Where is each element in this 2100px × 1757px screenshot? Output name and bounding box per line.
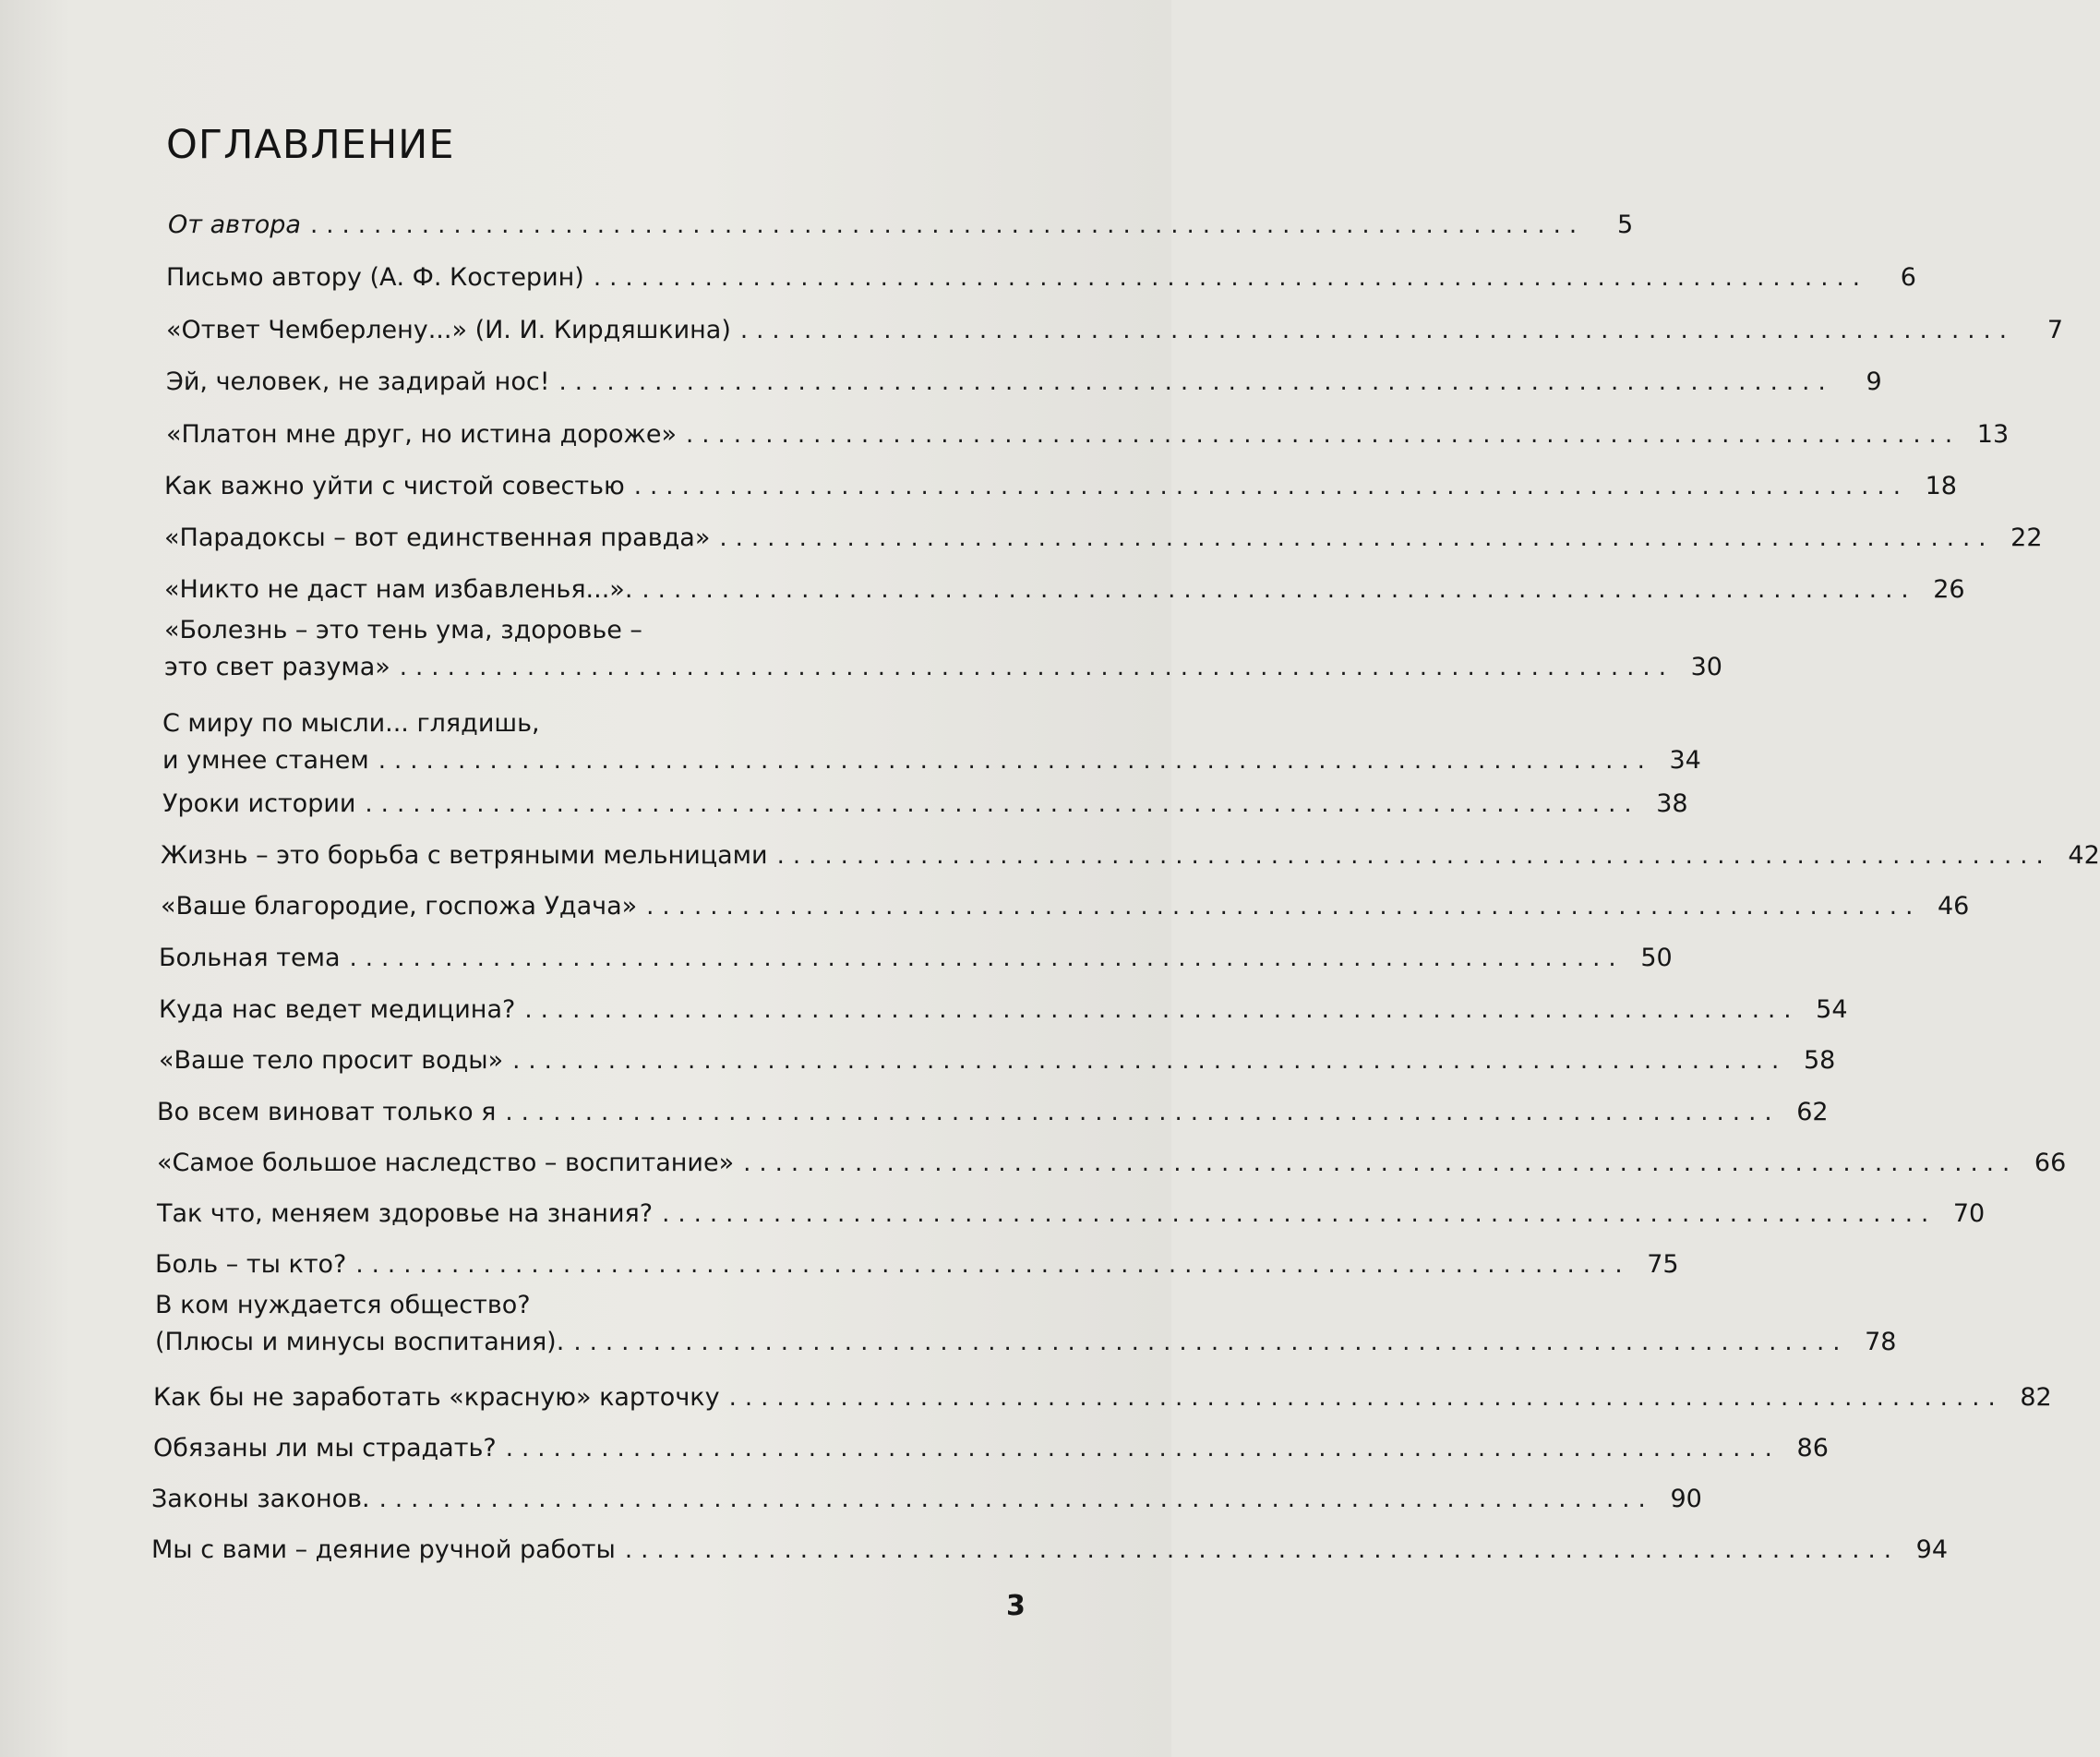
toc-entry-title-line: Куда нас ведет медицина?	[159, 995, 516, 1024]
toc-entry-title-line: «Ваше благородие, госпожа Удача»	[161, 892, 638, 921]
toc-entry-title-line: Во всем виноват только я	[157, 1098, 497, 1126]
leader-dots: ................................................................................	[573, 1329, 1849, 1356]
leader-dots: ................................................................................	[728, 1384, 2004, 1412]
toc-entry	[161, 892, 1970, 921]
toc-entry-page: 26	[1933, 575, 1965, 604]
toc-entry-title-line: и умнее станем	[162, 746, 369, 775]
toc-entry-title-line: (Плюсы и минусы воспитания).	[155, 1328, 565, 1356]
toc-entry	[166, 367, 1882, 397]
leader-dots: ................................................................................	[365, 790, 1640, 818]
toc-entry-title-line: От автора	[168, 211, 301, 239]
toc-entry	[162, 709, 1701, 776]
leader-dots: ................................................................................	[378, 1486, 1654, 1513]
toc-entry-page: 90	[1670, 1485, 1702, 1513]
toc-entry-page: 58	[1803, 1046, 1836, 1075]
toc-entry	[168, 211, 1634, 240]
toc-entry	[151, 1485, 1702, 1514]
toc-entry-title-line: «Платон мне друг, но истина дороже»	[166, 420, 677, 449]
toc-entry-page: 38	[1656, 789, 1688, 818]
toc-entry-title-line: «Болезнь – это тень ума, здоровье –	[164, 616, 642, 644]
toc-entry-title-line: Обязаны ли мы страдать?	[153, 1434, 497, 1462]
leader-dots: ................................................................................	[739, 317, 2016, 344]
toc-entry	[153, 1434, 1829, 1463]
toc-entry-page: 50	[1640, 944, 1673, 972]
toc-entry-title-line: С миру по мысли... глядишь,	[162, 709, 540, 738]
toc-entry	[161, 841, 2100, 871]
toc-entry-page: 70	[1952, 1199, 1986, 1228]
leader-dots: ................................................................................	[512, 1047, 1788, 1075]
leader-dots: ................................................................................	[646, 893, 1922, 921]
toc-entry	[164, 616, 1722, 682]
toc-entry	[166, 316, 2064, 345]
toc-entry-page: 62	[1796, 1098, 1829, 1126]
toc-entry	[159, 995, 1848, 1025]
leader-dots: ................................................................................	[743, 1149, 2019, 1177]
toc-entry	[151, 1535, 1949, 1565]
leader-dots: ................................................................................	[776, 842, 2052, 870]
leader-dots: ................................................................................	[685, 421, 1962, 449]
toc-entry-title-line: В ком нуждается общество?	[155, 1291, 531, 1319]
leader-dots: ................................................................................	[524, 996, 1800, 1024]
toc-entry-title-line: Эй, человек, не задирай нос!	[166, 367, 550, 396]
toc-entry-page: 34	[1669, 746, 1701, 775]
toc-entry	[164, 523, 2043, 553]
toc-entry-title-line: Как бы не заработать «красную» карточку	[153, 1383, 720, 1412]
toc-entry-title-line: «Самое большое наследство – воспитание»	[157, 1149, 735, 1177]
toc-entry-title-line: Законы законов.	[151, 1485, 370, 1513]
toc-entry-page: 9	[1866, 367, 1882, 396]
toc-entry-title-line: Жизнь – это борьба с ветряными мельницами	[161, 841, 768, 870]
toc-entry-title-line: «Ответ Чемберлену...» (И. И. Кирдяшкина)	[166, 316, 731, 344]
leader-dots: ................................................................................	[593, 264, 1868, 292]
toc-entry-page: 78	[1865, 1328, 1897, 1356]
toc-entry	[157, 1199, 1986, 1229]
toc-entry-page: 42	[2068, 841, 2100, 870]
toc-entry-page: 54	[1816, 995, 1848, 1024]
leader-dots: ................................................................................	[349, 945, 1625, 972]
toc-entry-page: 6	[1900, 263, 1916, 292]
toc-entry	[164, 575, 1965, 605]
leader-dots: ................................................................................	[662, 1200, 1938, 1228]
toc-entry	[166, 420, 2010, 450]
toc-entry-page: 18	[1925, 472, 1957, 500]
toc-entry-title-line: «Парадоксы – вот единственная правда»	[164, 523, 711, 552]
toc-entry-title-line: Как важно уйти с чистой совестью	[164, 472, 625, 500]
toc-entry-title-line: «Ваше тело просит воды»	[159, 1046, 504, 1075]
toc-entry	[159, 944, 1673, 973]
toc-entry	[153, 1383, 2052, 1413]
toc-entry	[162, 789, 1688, 819]
toc-entry-page: 46	[1937, 892, 1970, 921]
toc-entry	[164, 472, 1957, 501]
toc-entry	[157, 1149, 2067, 1178]
toc-entry	[166, 263, 1916, 293]
toc-entry-page: 75	[1647, 1250, 1679, 1279]
toc-entry-title-line: Боль – ты кто?	[155, 1250, 347, 1279]
toc-entry	[159, 1046, 1836, 1076]
toc-entry-title-line: это свет разума»	[164, 653, 390, 681]
toc-entry-title-line: Письмо автору (А. Ф. Костерин)	[166, 263, 584, 292]
toc-entry-page: 13	[1976, 420, 2010, 449]
leader-dots: ................................................................................	[624, 1536, 1901, 1564]
toc-entry-page: 7	[2046, 316, 2064, 344]
leader-dots: ................................................................................	[719, 524, 1995, 552]
toc-entry-page: 86	[1796, 1434, 1829, 1462]
toc-entry-title-line: Так что, меняем здоровье на знания?	[157, 1199, 654, 1228]
toc-entry	[155, 1291, 1897, 1357]
leader-dots: ................................................................................	[309, 211, 1586, 239]
toc-entry-title-line: «Никто не даст нам избавленья...».	[164, 575, 633, 604]
toc-entry-page: 22	[2010, 523, 2043, 552]
leader-dots: ................................................................................	[355, 1251, 1631, 1279]
toc-entry	[157, 1098, 1829, 1127]
page-number: 3	[1006, 1590, 1026, 1622]
leader-dots: ................................................................................	[642, 576, 1917, 604]
toc-entry-page: 82	[2020, 1383, 2052, 1412]
toc-entry-title-line: Мы с вами – деяние ручной работы	[151, 1535, 616, 1564]
leader-dots: ................................................................................	[505, 1435, 1781, 1462]
toc-entry-title-line: Уроки истории	[162, 789, 356, 818]
leader-dots: ................................................................................	[399, 654, 1674, 681]
leader-dots: ................................................................................	[558, 368, 1834, 396]
toc-entry-page: 30	[1690, 653, 1722, 681]
toc-entry-page: 94	[1915, 1535, 1949, 1564]
toc-entry-page: 5	[1616, 211, 1634, 239]
toc-entry-title-line: Больная тема	[159, 944, 341, 972]
leader-dots: ................................................................................	[378, 747, 1653, 775]
toc-entry	[155, 1250, 1679, 1280]
leader-dots: ................................................................................	[633, 473, 1909, 500]
toc-entry-page: 66	[2034, 1149, 2067, 1177]
leader-dots: ................................................................................	[505, 1099, 1781, 1126]
page-title: ОГЛАВЛЕНИЕ	[166, 122, 455, 168]
